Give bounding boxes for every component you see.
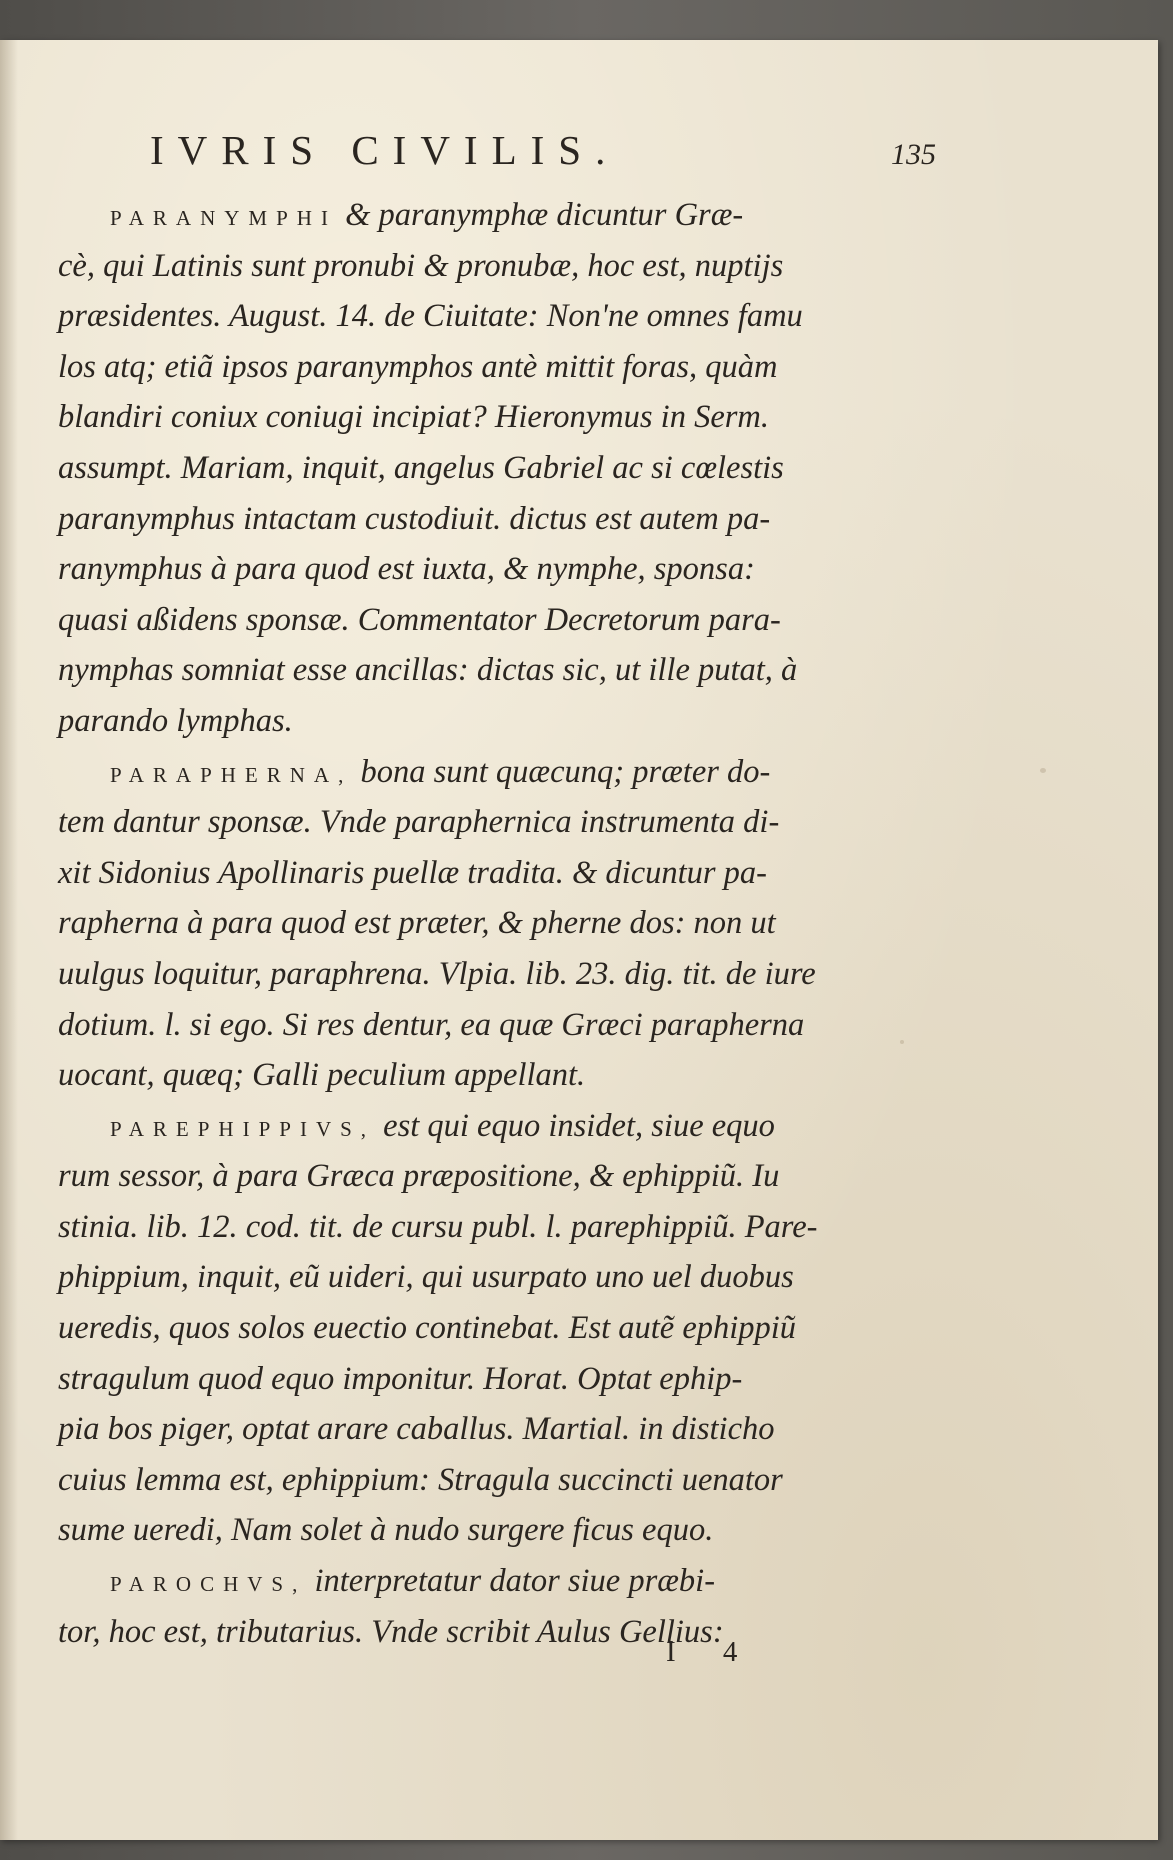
book-page — [0, 40, 1158, 1840]
text-line — [58, 1151, 900, 1202]
text-line — [58, 1455, 900, 1506]
entry-first-line — [58, 747, 900, 798]
line-text: ueredis, quos solos euectio continebat. Est autẽ ephippiũ — [58, 1310, 797, 1347]
line-text: bona sunt quæcunq; præter do- — [352, 753, 771, 790]
line-text: xit Sidonius Apollinaris puellæ tradita. & dicuntur pa- — [58, 854, 768, 891]
text-line — [58, 1303, 900, 1354]
text-line — [58, 443, 900, 494]
headword: PARANYMPHI — [110, 206, 337, 230]
line-text: uocant, quæq; Galli peculium appellant. — [58, 1057, 586, 1094]
line-text: cuius lemma est, ephippium: Stragula succincti uenator — [58, 1461, 783, 1498]
line-text: stinia. lib. 12. cod. tit. de cursu publ. l. parephippiũ. Pare- — [58, 1208, 818, 1245]
text-line — [58, 797, 900, 848]
line-text: tor, hoc est, tributarius. Vnde scribit Aulus Gellius: — [58, 1613, 724, 1650]
text-line — [58, 241, 900, 292]
line-text: phippium, inquit, eũ uideri, qui usurpato uno uel duobus — [58, 1259, 794, 1296]
page-header — [150, 126, 936, 176]
line-text: sume ueredi, Nam solet à nudo surgere ficus equo. — [58, 1512, 714, 1549]
text-line — [58, 1202, 900, 1253]
line-text: præsidentes. August. 14. de Ciuitate: Non'ne omnes famu — [58, 298, 803, 335]
text-line — [58, 595, 900, 646]
signature-mark: I 4 — [666, 1636, 758, 1668]
text-line — [58, 1607, 900, 1658]
paper-stain — [1040, 768, 1046, 773]
text-line — [58, 1252, 900, 1303]
text-line — [58, 494, 900, 545]
line-text: parando lymphas. — [58, 702, 293, 739]
text-line — [58, 1404, 900, 1455]
text-line — [58, 848, 900, 899]
text-line — [58, 949, 900, 1000]
text-line — [58, 342, 900, 393]
text-line — [58, 1354, 900, 1405]
line-text: blandiri coniux coniugi incipiat? Hieronymus in Serm. — [58, 399, 770, 436]
text-line — [58, 392, 900, 443]
page-number: 135 — [891, 138, 936, 171]
text-line — [58, 1000, 900, 1051]
line-text: los atq; etiã ipsos paranymphos antè mittit foras, quàm — [58, 348, 778, 385]
line-text: paranymphus intactam custodiuit. dictus est autem pa- — [58, 500, 771, 537]
text-line — [58, 696, 900, 747]
paper-stain — [900, 1040, 904, 1044]
text-line — [58, 544, 900, 595]
text-line — [58, 1505, 900, 1556]
text-line — [58, 645, 900, 696]
text-line — [58, 291, 900, 342]
line-text: nymphas somniat esse ancillas: dictas sic, ut ille putat, à — [58, 652, 798, 689]
line-text: uulgus loquitur, paraphrena. Vlpia. lib. 23. dig. tit. de iure — [58, 955, 816, 992]
headword: PAROCHVS, — [110, 1572, 307, 1597]
line-text: cè, qui Latinis sunt pronubi & pronubæ, hoc est, nuptijs — [58, 247, 784, 284]
line-text: dotium. l. si ego. Si res dentur, ea quæ Græci parapherna — [58, 1006, 805, 1043]
entry-first-line — [58, 1101, 900, 1152]
headword: PAREPHIPPIVS, — [110, 1116, 376, 1141]
body-text — [58, 190, 900, 1657]
line-text: rapherna à para quod est præter, & pherne dos: non ut — [58, 905, 776, 942]
entry-first-line — [58, 1556, 900, 1607]
text-line — [58, 898, 900, 949]
line-text: stragulum quod equo imponitur. Horat. Optat ephip- — [58, 1360, 743, 1397]
line-text: est qui equo insidet, siue equo — [375, 1107, 775, 1144]
line-text: tem dantur sponsæ. Vnde paraphernica instrumenta di- — [58, 804, 780, 841]
line-text: & paranymphæ dicuntur Græ- — [336, 197, 744, 233]
headword: PARAPHERNA, — [110, 762, 353, 787]
running-title: IVRIS CIVILIS. — [150, 127, 620, 173]
line-text: ranymphus à para quod est iuxta, & nymphe, sponsa: — [58, 551, 755, 588]
text-line — [58, 1050, 900, 1101]
line-text: interpretatur dator siue præbi- — [306, 1563, 716, 1600]
line-text: rum sessor, à para Græca præpositione, & ephippiũ. Iu — [58, 1158, 780, 1195]
entry-first-line — [58, 190, 900, 241]
line-text: pia bos piger, optat arare caballus. Martial. in disticho — [58, 1411, 775, 1448]
line-text: quasi aßidens sponsæ. Commentator Decretorum para- — [58, 601, 781, 638]
line-text: assumpt. Mariam, inquit, angelus Gabriel ac si cœlestis — [58, 449, 784, 486]
